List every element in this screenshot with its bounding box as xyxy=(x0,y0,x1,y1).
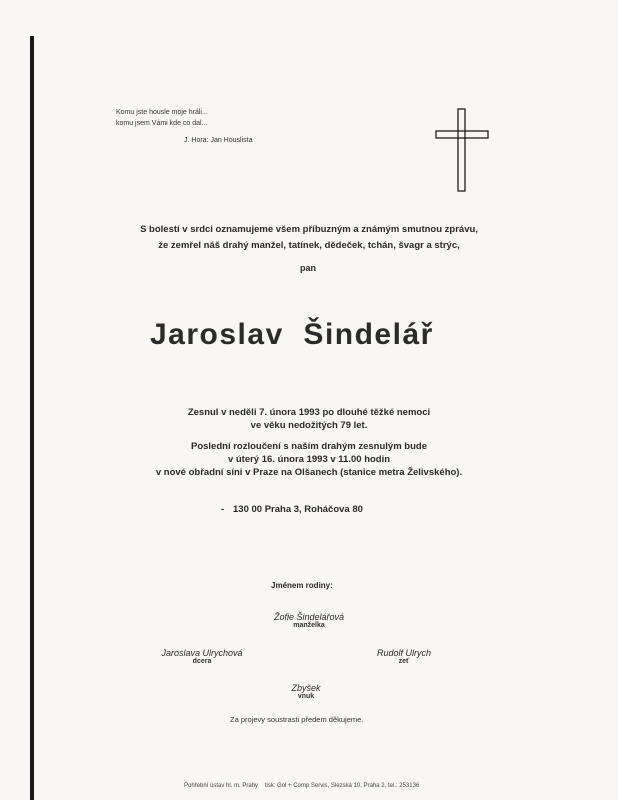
footer-imprint: Pohřební ústav hl. m. Prahy tisk: Gol + Comp Servis, Slezská 10, Praha 2, tel.: 253136 xyxy=(184,783,420,789)
funeral-line-3: v nové obřadní síni v Praze na Olšanech (stanice metra Želivského). xyxy=(155,467,463,478)
deceased-name: Jaroslav Šindelář xyxy=(150,318,434,351)
family-member xyxy=(366,648,442,665)
poem-author: J. Hora: Jan Houslista xyxy=(184,137,253,144)
poem-line-1: Komu jste housle moje hráli... xyxy=(116,109,208,116)
family-member xyxy=(264,612,354,629)
address xyxy=(221,504,363,515)
funeral-line-1: Poslední rozloučení s naším drahým zesnulým bude xyxy=(191,441,427,452)
salutation: pan xyxy=(300,263,317,273)
death-line-2: ve věku nedožitých 79 let. xyxy=(250,420,368,431)
poem-line-2: komu jsem Vámi kde co dal... xyxy=(116,120,208,127)
cross-icon xyxy=(434,108,490,192)
funeral-info xyxy=(0,440,618,479)
member-name: Zbyšek xyxy=(291,683,321,693)
member-role: zeť xyxy=(398,658,410,665)
address-dash: - xyxy=(221,504,225,515)
member-role: dcera xyxy=(192,658,212,665)
death-notice xyxy=(0,406,618,432)
announcement xyxy=(0,222,618,254)
family-member xyxy=(276,683,336,700)
family-title: Jménem rodiny: xyxy=(271,581,333,590)
poem-quote xyxy=(116,107,208,129)
member-name: Žofie Šindelářová xyxy=(273,612,345,622)
member-name: Rudolf Ulrych xyxy=(376,648,432,658)
family-member xyxy=(150,648,254,665)
death-line-1: Zesnul v neděli 7. února 1993 po dlouhé těžké nemoci xyxy=(187,407,431,418)
funeral-line-2: v úterý 16. února 1993 v 11.00 hodin xyxy=(227,454,391,465)
announcement-line-2: že zemřel náš drahý manžel, tatínek, dědeček, tchán, švagr a strýc, xyxy=(158,240,460,251)
member-role: vnuk xyxy=(297,693,315,700)
member-name: Jaroslava Ulrychová xyxy=(161,648,243,658)
member-role: manželka xyxy=(293,622,325,629)
thanks-note: Za projevy soustrasti předem děkujeme. xyxy=(230,715,364,724)
announcement-line-1: S bolestí v srdci oznamujeme všem příbuzným a známým smutnou zprávu, xyxy=(140,224,478,235)
address-text: 130 00 Praha 3, Roháčova 80 xyxy=(233,504,363,515)
